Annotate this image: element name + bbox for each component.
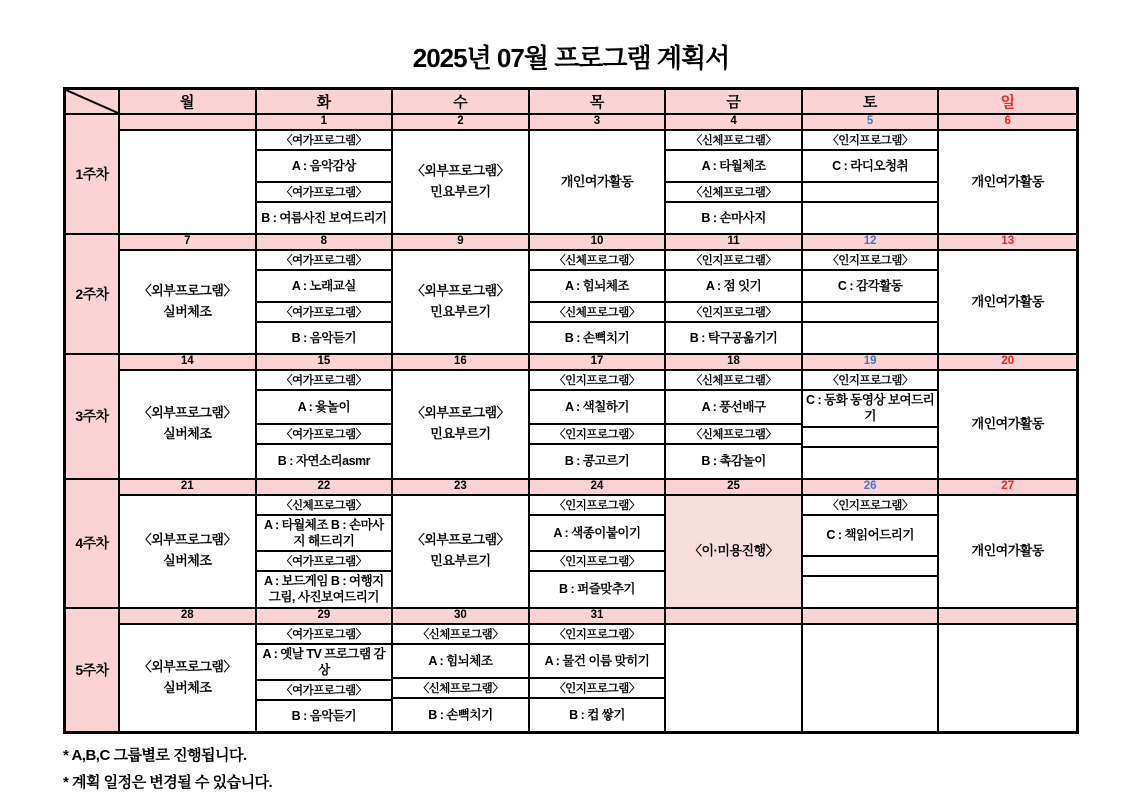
day-header-금: 금 xyxy=(666,90,803,113)
program-category-label: 〈여가프로그램〉 xyxy=(257,681,392,701)
day-cell xyxy=(939,609,1076,732)
program-category-label xyxy=(803,183,938,203)
activity-label: B : 자연소리asmr xyxy=(277,454,371,469)
day-cell xyxy=(803,235,940,353)
day-cell xyxy=(666,609,803,732)
program-category-label xyxy=(803,557,938,577)
week-row-3 xyxy=(66,355,1076,480)
activity-label xyxy=(803,577,938,607)
date-label: 25 xyxy=(666,480,801,496)
week-row-1 xyxy=(66,115,1076,235)
merged-activity xyxy=(120,371,255,478)
schedule-table xyxy=(63,87,1079,734)
day-cell xyxy=(666,355,803,478)
day-cell xyxy=(803,609,940,732)
merged-activity xyxy=(939,371,1076,478)
cell-programs xyxy=(393,625,528,732)
date-label: 14 xyxy=(120,355,255,371)
cell-programs xyxy=(803,371,938,478)
date-label: 13 xyxy=(939,235,1076,251)
cell-programs xyxy=(803,496,938,607)
day-cell xyxy=(666,235,803,353)
activity-label: B : 음악듣기 xyxy=(291,708,357,723)
date-label xyxy=(666,609,801,625)
activity-label: B : 음악듣기 xyxy=(291,330,357,345)
merged-activity-line: 개인여가활동 xyxy=(971,542,1044,558)
day-cell xyxy=(257,609,394,732)
program-category-label: 〈여가프로그램〉 xyxy=(257,183,392,203)
activity-label: A : 색칠하기 xyxy=(530,391,665,425)
date-label: 22 xyxy=(257,480,392,496)
date-label: 12 xyxy=(803,235,938,251)
program-category-label: 〈신체프로그램〉 xyxy=(530,251,665,271)
date-label xyxy=(120,115,255,131)
activity-label: C : 감각활동 xyxy=(803,271,938,303)
program-category-label: 〈인지프로그램〉 xyxy=(530,496,665,516)
activity-label: A : 힘뇌체조 xyxy=(393,645,528,679)
cell-programs xyxy=(257,625,392,732)
day-cell xyxy=(939,355,1076,478)
day-cell xyxy=(393,355,530,478)
date-label: 4 xyxy=(666,115,801,131)
program-category-label: 〈신체프로그램〉 xyxy=(666,131,801,151)
activity-label: B : 손뼉치기 xyxy=(428,707,493,722)
week-label-2주차: 2주차 xyxy=(66,235,120,353)
program-category-label: 〈인지프로그램〉 xyxy=(803,251,938,271)
day-header-화: 화 xyxy=(257,90,394,113)
merged-activity xyxy=(939,131,1076,233)
date-label: 16 xyxy=(393,355,528,371)
date-label xyxy=(939,609,1076,625)
merged-activity xyxy=(939,251,1076,353)
day-cell xyxy=(257,355,394,478)
merged-activity-line: 실버체조 xyxy=(163,553,212,568)
cell-programs xyxy=(666,371,801,478)
program-category-label: 〈여가프로그램〉 xyxy=(257,625,392,645)
date-label: 9 xyxy=(393,235,528,251)
day-cell xyxy=(120,480,257,607)
day-cell xyxy=(393,115,530,233)
program-category-label: 〈인지프로그램〉 xyxy=(803,496,938,516)
day-header-월: 월 xyxy=(120,90,257,113)
merged-activity xyxy=(120,251,255,353)
program-category-label: 〈신체프로그램〉 xyxy=(666,183,801,203)
merged-activity xyxy=(393,496,528,607)
program-category-label: 〈인지프로그램〉 xyxy=(803,131,938,151)
date-label: 7 xyxy=(120,235,255,251)
activity-label: A : 타월체조 xyxy=(666,151,801,183)
day-header-목: 목 xyxy=(530,90,667,113)
day-header-토: 토 xyxy=(803,90,940,113)
program-category-label: 〈신체프로그램〉 xyxy=(393,679,528,699)
merged-activity-line: 개인여가활동 xyxy=(560,173,634,189)
cell-programs xyxy=(257,131,392,233)
corner-diagonal-line xyxy=(66,90,118,113)
program-category-label: 〈인지프로그램〉 xyxy=(530,625,665,645)
cell-programs xyxy=(803,131,938,233)
program-category-label: 〈인지프로그램〉 xyxy=(803,371,938,391)
activity-label: B : 콩고르기 xyxy=(564,454,630,469)
week-label-1주차: 1주차 xyxy=(66,115,120,233)
activity-label: B : 컵 쌓기 xyxy=(569,707,625,722)
merged-activity xyxy=(120,496,255,607)
page-title: 2025년 07월 프로그램 계획서 xyxy=(412,43,730,73)
day-cell xyxy=(393,235,530,353)
day-cell xyxy=(120,355,257,478)
merged-activity-line: 실버체조 xyxy=(163,679,212,695)
header-row xyxy=(66,90,1076,115)
activity-label: B : 퍼즐맞추기 xyxy=(558,582,635,597)
merged-activity xyxy=(393,251,528,353)
program-category-label: 〈인지프로그램〉 xyxy=(530,425,665,445)
merged-activity-line: 〈이·미용진행〉 xyxy=(689,542,779,558)
day-cell xyxy=(803,115,940,233)
activity-label: B : 촉감놀이 xyxy=(701,454,766,469)
program-category-label: 〈여가프로그램〉 xyxy=(257,371,392,391)
merged-activity xyxy=(666,496,801,607)
empty-cell xyxy=(803,625,938,732)
program-category-label: 〈인지프로그램〉 xyxy=(666,251,801,271)
activity-label: C : 라디오청취 xyxy=(803,151,938,183)
program-category-label: 〈여가프로그램〉 xyxy=(257,131,392,151)
empty-cell xyxy=(120,131,255,233)
merged-activity-line: 개인여가활동 xyxy=(971,173,1044,189)
program-category-label xyxy=(803,428,938,448)
merged-activity xyxy=(393,131,528,233)
footnotes xyxy=(63,744,1122,792)
merged-activity-line: 민요부르기 xyxy=(430,426,491,442)
footnote-schedule-change: * 계획 일정은 변경될 수 있습니다. xyxy=(63,774,273,791)
cell-programs xyxy=(530,625,665,732)
date-label: 23 xyxy=(393,480,528,496)
day-cell xyxy=(257,480,394,607)
cell-programs xyxy=(530,496,665,607)
activity-label: A : 보드게임 B : 여행지 그림, 사진보여드리기 xyxy=(263,574,384,605)
merged-activity-line: 〈외부프로그램〉 xyxy=(411,283,510,299)
cell-programs xyxy=(257,371,392,478)
program-category-label: 〈인지프로그램〉 xyxy=(530,371,665,391)
week-row-2 xyxy=(66,235,1076,355)
date-label: 26 xyxy=(803,480,938,496)
date-label: 24 xyxy=(530,480,665,496)
date-label: 5 xyxy=(803,115,938,131)
merged-activity-line: 민요부르기 xyxy=(430,304,491,319)
date-label: 6 xyxy=(939,115,1076,131)
day-cell xyxy=(803,355,940,478)
day-cell xyxy=(257,235,394,353)
merged-activity-line: 개인여가활동 xyxy=(971,293,1044,309)
activity-label xyxy=(803,323,938,353)
activity-label: A : 옛날 TV 프로그램 감상 xyxy=(257,645,392,682)
activity-label: B : 탁구공옮기기 xyxy=(689,330,778,345)
week-label-4주차: 4주차 xyxy=(66,480,120,607)
date-label: 11 xyxy=(666,235,801,251)
date-label: 18 xyxy=(666,355,801,371)
date-label: 29 xyxy=(257,609,392,625)
program-category-label: 〈여가프로그램〉 xyxy=(257,425,392,445)
cell-programs xyxy=(666,131,801,233)
date-label: 19 xyxy=(803,355,938,371)
activity-label: A : 음악감상 xyxy=(257,151,392,183)
activity-label xyxy=(803,448,938,478)
day-cell xyxy=(939,115,1076,233)
merged-activity-line: 〈외부프로그램〉 xyxy=(411,405,510,421)
week-label-3주차: 3주차 xyxy=(66,355,120,478)
activity-label: C : 책읽어드리기 xyxy=(803,516,938,557)
program-category-label: 〈여가프로그램〉 xyxy=(257,303,392,323)
program-category-label: 〈신체프로그램〉 xyxy=(530,303,665,323)
day-cell xyxy=(393,609,530,732)
activity-label: A : 점 잇기 xyxy=(666,271,801,303)
program-category-label: 〈신체프로그램〉 xyxy=(666,371,801,391)
day-cell xyxy=(530,609,667,732)
day-cell xyxy=(530,235,667,353)
merged-activity-line: 〈외부프로그램〉 xyxy=(411,532,510,548)
cell-programs xyxy=(257,496,392,607)
footnote-groups: * A,B,C 그룹별로 진행됩니다. xyxy=(63,747,247,764)
merged-activity-line: 〈외부프로그램〉 xyxy=(138,658,236,674)
activity-label: A : 풍선배구 xyxy=(666,391,801,425)
merged-activity-line: 민요부르기 xyxy=(430,553,491,568)
cell-programs xyxy=(803,251,938,353)
activity-label xyxy=(803,203,938,233)
merged-activity xyxy=(939,496,1076,607)
program-category-label: 〈인지프로그램〉 xyxy=(530,679,665,699)
date-label: 3 xyxy=(530,115,665,131)
program-category-label xyxy=(803,303,938,323)
date-label: 31 xyxy=(530,609,665,625)
cell-programs xyxy=(257,251,392,353)
date-label xyxy=(803,609,938,625)
date-label: 30 xyxy=(393,609,528,625)
activity-label: A : 물건 이름 맞히기 xyxy=(530,645,665,679)
day-cell xyxy=(530,355,667,478)
week-row-4 xyxy=(66,480,1076,609)
program-category-label: 〈여가프로그램〉 xyxy=(257,552,392,572)
week-label-5주차: 5주차 xyxy=(66,609,120,732)
merged-activity xyxy=(530,131,665,233)
corner-cell xyxy=(66,90,120,113)
date-label: 15 xyxy=(257,355,392,371)
merged-activity-line: 민요부르기 xyxy=(430,184,491,199)
activity-label: A : 힘뇌체조 xyxy=(530,271,665,303)
merged-activity-line: 〈외부프로그램〉 xyxy=(138,532,236,548)
activity-label: B : 손뼉치기 xyxy=(564,330,630,345)
program-category-label: 〈인지프로그램〉 xyxy=(530,552,665,572)
merged-activity-line: 실버체조 xyxy=(163,426,212,442)
merged-activity-line: 개인여가활동 xyxy=(971,415,1044,431)
activity-label: B : 손마사지 xyxy=(701,210,766,225)
date-label: 1 xyxy=(257,115,392,131)
date-label: 10 xyxy=(530,235,665,251)
day-cell xyxy=(257,115,394,233)
day-cell xyxy=(666,480,803,607)
day-cell xyxy=(120,115,257,233)
day-header-일: 일 xyxy=(939,90,1076,113)
day-cell xyxy=(120,235,257,353)
program-category-label: 〈신체프로그램〉 xyxy=(257,496,392,516)
day-cell xyxy=(120,609,257,732)
merged-activity-line: 〈외부프로그램〉 xyxy=(138,283,236,299)
merged-activity-line: 실버체조 xyxy=(163,304,212,319)
day-header-수: 수 xyxy=(393,90,530,113)
cell-programs xyxy=(530,371,665,478)
activity-label: A : 노래교실 xyxy=(257,271,392,303)
date-label: 17 xyxy=(530,355,665,371)
date-label: 28 xyxy=(120,609,255,625)
activity-label: A : 윷놀이 xyxy=(257,391,392,425)
program-category-label: 〈신체프로그램〉 xyxy=(393,625,528,645)
date-label: 20 xyxy=(939,355,1076,371)
cell-programs xyxy=(530,251,665,353)
empty-cell xyxy=(666,625,801,732)
week-row-5 xyxy=(66,609,1076,732)
day-cell xyxy=(939,235,1076,353)
program-category-label: 〈여가프로그램〉 xyxy=(257,251,392,271)
day-cell xyxy=(393,480,530,607)
merged-activity-line: 〈외부프로그램〉 xyxy=(411,163,510,179)
activity-label: A : 색종이붙이기 xyxy=(530,516,665,553)
date-label: 21 xyxy=(120,480,255,496)
program-category-label: 〈신체프로그램〉 xyxy=(666,425,801,445)
cell-programs xyxy=(666,251,801,353)
day-cell xyxy=(939,480,1076,607)
date-label: 8 xyxy=(257,235,392,251)
date-label: 27 xyxy=(939,480,1076,496)
activity-label: C : 동화 동영상 보여드리기 xyxy=(803,391,938,428)
activity-label: B : 여름사진 보여드리기 xyxy=(261,210,387,225)
day-cell xyxy=(530,480,667,607)
day-cell xyxy=(530,115,667,233)
program-category-label: 〈인지프로그램〉 xyxy=(666,303,801,323)
merged-activity-line: 〈외부프로그램〉 xyxy=(138,405,236,421)
merged-activity xyxy=(393,371,528,478)
merged-activity xyxy=(120,625,255,732)
activity-label: A : 타월체조 B : 손마사지 해드리기 xyxy=(257,516,392,553)
day-cell xyxy=(803,480,940,607)
date-label: 2 xyxy=(393,115,528,131)
empty-cell xyxy=(939,625,1076,732)
day-cell xyxy=(666,115,803,233)
